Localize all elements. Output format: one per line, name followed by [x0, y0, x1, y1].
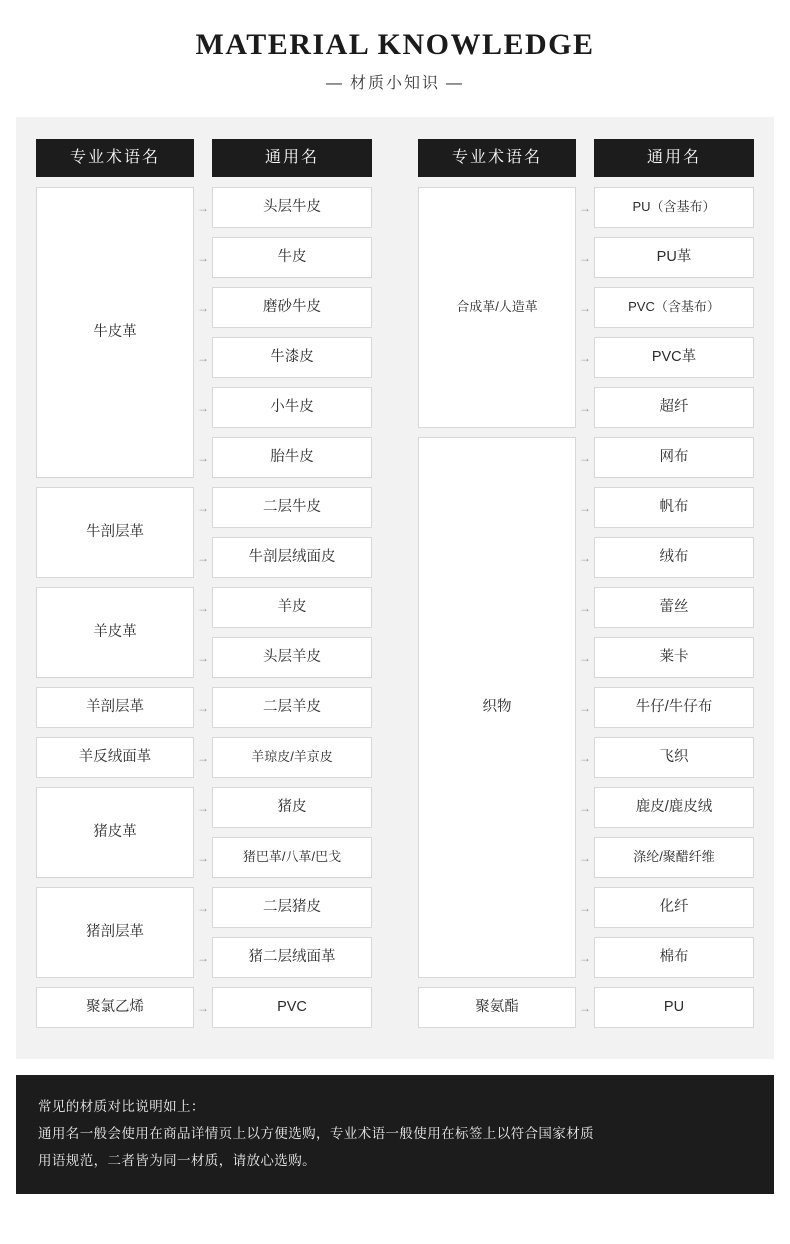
left-general-column: [212, 139, 372, 1037]
page-subtitle-text: 材质小知识: [349, 75, 440, 92]
professional-term-cell: 羊剖层革: [36, 687, 194, 728]
professional-term-cell: 猪皮革: [36, 787, 194, 878]
professional-term-cell: 牛皮革: [36, 187, 194, 478]
general-name-cell: 磨砂牛皮: [212, 287, 372, 328]
arrow-icon: →: [197, 300, 209, 315]
general-name-cell: 网布: [594, 437, 754, 478]
right-column-pair: [418, 139, 754, 1037]
general-name-cell: 帆布: [594, 487, 754, 528]
arrow-icon: →: [197, 850, 209, 865]
general-name-cell: PVC（含基布）: [594, 287, 754, 328]
general-name-cell: 牛漆皮: [212, 337, 372, 378]
general-name-cell: PU（含基布）: [594, 187, 754, 228]
right-general-cells: [594, 187, 754, 1037]
page-title-chinese: [0, 70, 790, 93]
arrow-icon: →: [579, 400, 591, 415]
arrow-icon: →: [579, 450, 591, 465]
arrow-icon: →: [579, 550, 591, 565]
general-name-cell: 小牛皮: [212, 387, 372, 428]
general-name-cell: 二层猪皮: [212, 887, 372, 928]
general-name-cell: 涤纶/聚醋纤维: [594, 837, 754, 878]
arrow-icon: →: [579, 600, 591, 615]
general-name-cell: 牛剖层绒面皮: [212, 537, 372, 578]
general-name-cell: 猪皮: [212, 787, 372, 828]
professional-term-cell: 猪剖层革: [36, 887, 194, 978]
arrow-icon: →: [579, 250, 591, 265]
arrow-icon: →: [579, 700, 591, 715]
general-name-cell: 超纤: [594, 387, 754, 428]
arrow-icon: →: [197, 650, 209, 665]
general-name-cell: 胎牛皮: [212, 437, 372, 478]
arrow-icon: →: [197, 450, 209, 465]
arrow-icon: →: [197, 600, 209, 615]
general-name-cell: 羊皮: [212, 587, 372, 628]
left-general-cells: [212, 187, 372, 1037]
general-name-cell: 绒布: [594, 537, 754, 578]
arrow-icon: →: [579, 300, 591, 315]
dash-right: —: [446, 75, 464, 92]
right-arrow-list: [576, 187, 594, 1037]
general-name-cell: 牛仔/牛仔布: [594, 687, 754, 728]
arrow-icon: →: [579, 500, 591, 515]
general-name-cell: 二层羊皮: [212, 687, 372, 728]
general-name-cell: PU革: [594, 237, 754, 278]
general-name-cell: 头层牛皮: [212, 187, 372, 228]
arrow-icon: →: [197, 1000, 209, 1015]
note-line-2: 通用名一般会使用在商品详情页上以方便选购，专业术语一般使用在标签上以符合国家材质: [38, 1126, 594, 1141]
note-line-3: 用语规范，二者皆为同一材质，请放心选购。: [38, 1153, 316, 1168]
arrow-icon: →: [579, 650, 591, 665]
left-column-pair: [36, 139, 372, 1037]
arrow-icon: →: [197, 500, 209, 515]
general-name-cell: 头层羊皮: [212, 637, 372, 678]
right-professional-cells: [418, 187, 576, 1037]
left-professional-cells: [36, 187, 194, 1037]
professional-term-cell: 羊皮革: [36, 587, 194, 678]
arrow-icon: →: [197, 550, 209, 565]
general-name-cell: 飞织: [594, 737, 754, 778]
arrow-icon: →: [579, 350, 591, 365]
left-arrow-column: [194, 139, 212, 1037]
right-general-column: [594, 139, 754, 1037]
general-name-cell: PVC革: [594, 337, 754, 378]
arrow-icon: →: [197, 750, 209, 765]
arrow-icon: →: [197, 800, 209, 815]
arrow-icon: →: [579, 750, 591, 765]
footer-note: [16, 1075, 774, 1194]
arrow-icon: →: [579, 950, 591, 965]
general-name-cell: 鹿皮/鹿皮绒: [594, 787, 754, 828]
professional-term-cell: 牛剖层革: [36, 487, 194, 578]
arrow-icon: →: [197, 700, 209, 715]
professional-term-cell: 聚氯乙烯: [36, 987, 194, 1028]
arrow-icon: →: [579, 850, 591, 865]
arrow-icon: →: [579, 900, 591, 915]
arrow-icon: →: [197, 350, 209, 365]
general-name-cell: PU: [594, 987, 754, 1028]
professional-term-cell: 羊反绒面革: [36, 737, 194, 778]
arrow-icon: →: [197, 900, 209, 915]
page-header: [0, 0, 790, 93]
material-comparison-panel: [16, 117, 774, 1059]
comparison-columns: [36, 139, 754, 1037]
arrow-icon: →: [197, 250, 209, 265]
header-professional-right: 专业术语名: [418, 139, 576, 177]
dash-left: —: [325, 75, 344, 92]
general-name-cell: 棉布: [594, 937, 754, 978]
arrow-icon: →: [579, 800, 591, 815]
arrow-icon: →: [579, 1000, 591, 1015]
general-name-cell: 猪巴革/八革/巴戈: [212, 837, 372, 878]
general-name-cell: 羊琼皮/羊京皮: [212, 737, 372, 778]
general-name-cell: 牛皮: [212, 237, 372, 278]
page-title-english: MATERIAL KNOWLEDGE: [195, 28, 595, 61]
general-name-cell: 化纤: [594, 887, 754, 928]
general-name-cell: 二层牛皮: [212, 487, 372, 528]
professional-term-cell: 织物: [418, 437, 576, 978]
general-name-cell: 莱卡: [594, 637, 754, 678]
right-arrow-column: [576, 139, 594, 1037]
left-professional-column: [36, 139, 194, 1037]
left-arrow-list: [194, 187, 212, 1037]
header-general-right: 通用名: [594, 139, 754, 177]
note-line-1: 常见的材质对比说明如上：: [38, 1099, 205, 1114]
professional-term-cell: 聚氨酯: [418, 987, 576, 1028]
arrow-icon: →: [579, 200, 591, 215]
general-name-cell: 蕾丝: [594, 587, 754, 628]
arrow-icon: →: [197, 200, 209, 215]
arrow-icon: →: [197, 400, 209, 415]
header-general-left: 通用名: [212, 139, 372, 177]
header-professional-left: 专业术语名: [36, 139, 194, 177]
right-professional-column: [418, 139, 576, 1037]
professional-term-cell: 合成革/人造革: [418, 187, 576, 428]
general-name-cell: 猪二层绒面革: [212, 937, 372, 978]
general-name-cell: PVC: [212, 987, 372, 1028]
arrow-icon: →: [197, 950, 209, 965]
